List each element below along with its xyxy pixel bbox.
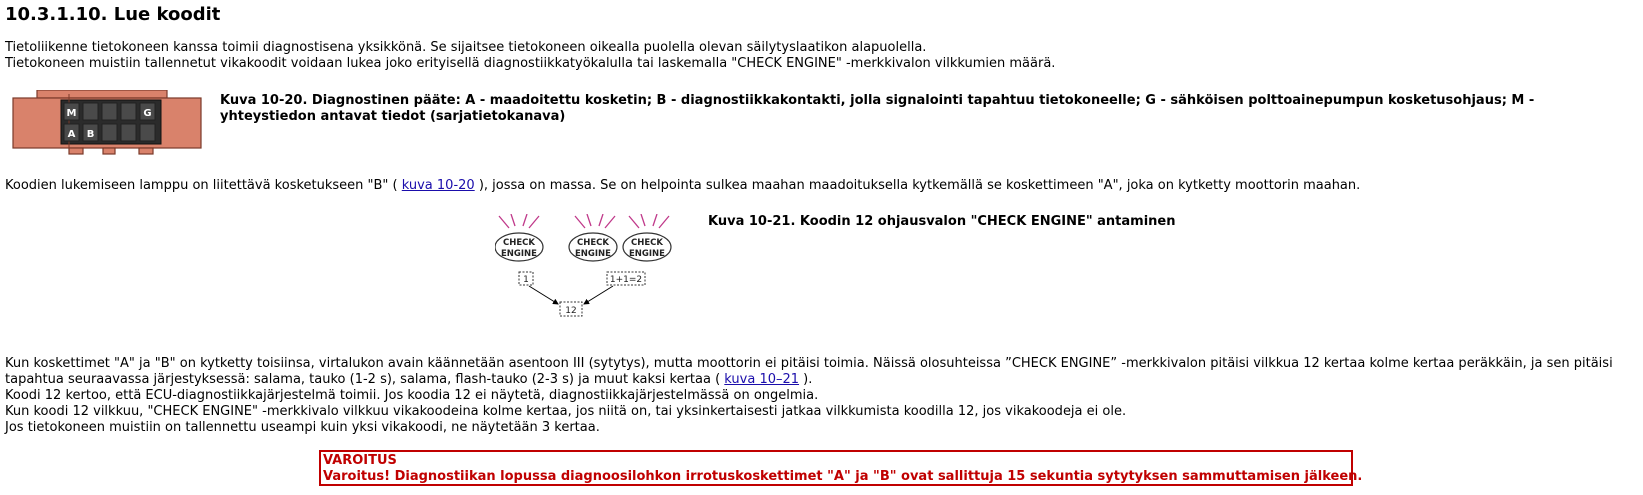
warning-box [319, 450, 1363, 486]
pin-a-label: A [67, 129, 76, 140]
paragraph-procedure-line-1: Kun koskettimet "A" ja "B" on kytketty toisiinsa, virtalukon avain käännetään asentoon III (sytytys), mutta moottorin ei pitäisi toimia. Näissä olosuhteissa ”CHECK ENGINE” -merkkivalon pitäisi vilkkua 12 kertaa kolme kertaa peräkkäin, ja sen pitäisi [5, 356, 1613, 371]
diagnostic-connector-figure [7, 90, 207, 158]
pin-g-label: G [143, 108, 152, 119]
lamp-3-label-line2: ENGINE [629, 249, 665, 259]
pin-b-label: B [86, 129, 95, 140]
lamp-1-label-line1: CHECK [503, 238, 535, 248]
figure-10-20-caption: Kuva 10-20. Diagnostinen pääte: A - maadoitettu kosketin; B - diagnostiikkakontakti, jolla signalointi tapahtuu tietokoneelle; G - sähköisen polttoainepumpun kosketusohjaus; M - yhteystiedon antavat tiedot (sarjatietokanava) [220, 93, 1535, 124]
intro-line-2: Tietokoneen muistiin tallennetut vikakoodit voidaan lukea joko erityisellä diagnostiikkatyökalulla tai laskemalla "CHECK ENGINE" -merkkivalon vilkkumien määrä. [5, 56, 1056, 71]
paragraph-lamp-connection: Koodien lukemiseen lamppu on liitettävä kosketukseen "B" ( kuva 10-20 ), jossa on massa. Se on helpointa sulkea maahan maadoituksella kytkemällä se koskettimeen "A", joka on kytketty moottorin maahan. [5, 178, 1361, 193]
count-box-right: 1+1=2 [609, 275, 643, 285]
paragraph-code-blinking: Kun koodi 12 vilkkuu, "CHECK ENGINE" -merkkivalo vilkkuu vikakoodeina kolme kertaa, jos niitä on, tai yksinkertaisesti jatkaa vilkkumista koodilla 12, jos vikakoodeja ei ole. [5, 404, 1127, 419]
count-box-result: 12 [565, 306, 577, 316]
lamp-2-label-line1: CHECK [577, 238, 609, 248]
paragraph-code-12: Koodi 12 kertoo, että ECU-diagnostiikkajärjestelmä toimii. Jos koodia 12 ei näytetä, diagnostiikkajärjestelmässä on ongelmia. [5, 388, 819, 403]
lamp-1-label-line2: ENGINE [501, 249, 537, 259]
check-engine-code-figure [495, 214, 695, 332]
count-box-left: 1 [523, 275, 529, 285]
page-title: 10.3.1.10. Lue koodit [5, 4, 221, 25]
figure-10-21-caption: Kuva 10-21. Koodin 12 ohjausvalon "CHECK ENGINE" antaminen [708, 214, 1176, 229]
lamp-3-label-line1: CHECK [631, 238, 663, 248]
pin-m-label: M [66, 108, 77, 119]
link-figure-10-21[interactable]: kuva 10–21 [724, 372, 800, 387]
paragraph-multiple-codes: Jos tietokoneen muistiin on tallennettu useampi kuin yksi vikakoodi, ne näytetään 3 kertaa. [5, 420, 600, 435]
warning-title: VAROITUS [323, 453, 397, 468]
lamp-2-label-line2: ENGINE [575, 249, 611, 259]
paragraph-procedure-line-2: tapahtua seuraavassa järjestyksessä: salama, tauko (1-2 s), salama, flash-tauko (2-3 s) ja muut kaksi kertaa ( kuva 10–21 ). [5, 372, 813, 387]
warning-text: Varoitus! Diagnostiikan lopussa diagnoosilohkon irrotuskoskettimet "A" ja "B" ovat sallittuja 15 sekuntia sytytyksen sammuttamisen jälkeen. [323, 469, 1363, 484]
intro-line-1: Tietoliikenne tietokoneen kanssa toimii diagnostisena yksikkönä. Se sijaitsee tietokoneen oikealla puolella olevan säilytyslaatikon alapuolella. [5, 40, 927, 55]
link-figure-10-20[interactable]: kuva 10-20 [401, 178, 475, 193]
